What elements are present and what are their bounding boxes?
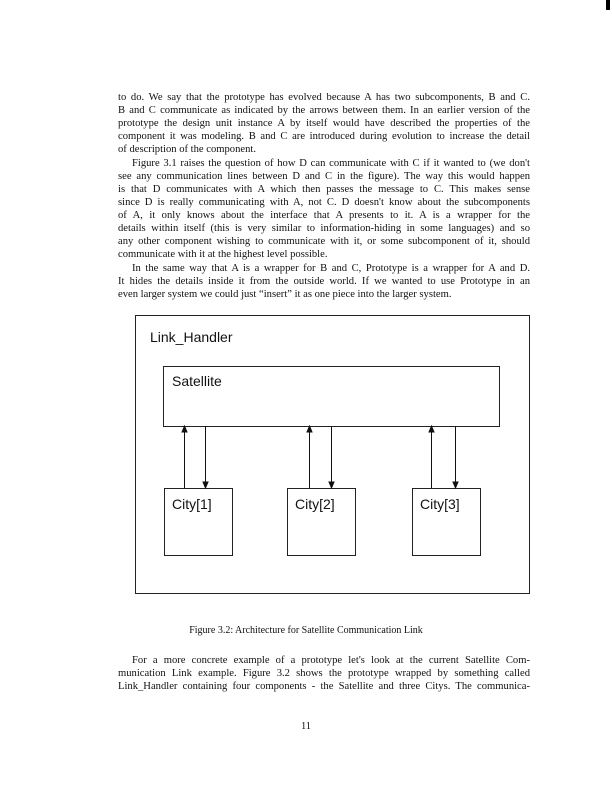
figure-caption: Figure 3.2: Architecture for Satellite Communication Link xyxy=(189,625,423,636)
text-line: communicate with it at the highest level possible. xyxy=(118,249,328,260)
city-2-label: City[2] xyxy=(295,496,335,512)
arrowhead xyxy=(182,426,187,432)
text-line: see any communication lines between D and C in the figure). The way this would happen xyxy=(118,171,530,182)
arrowhead xyxy=(203,482,208,488)
text-line: For a more concrete example of a prototype let's look at the current Satellite Com- xyxy=(132,655,530,666)
text-line: of description of the component. xyxy=(118,144,256,155)
text-line: to do. We say that the prototype has evolved because A has two subcomponents, B and C. xyxy=(118,92,530,103)
text-line: since D is really communicating with A, not C. D doesn't know about the subcomponents xyxy=(118,197,530,208)
text-line: Figure 3.1 raises the question of how D can communicate with C if it wanted to (we don't xyxy=(132,158,530,169)
link-handler-label: Link_Handler xyxy=(150,329,233,345)
text-line: Link_Handler containing four components - the Satellite and three Citys. The communica- xyxy=(118,681,530,692)
text-line: even larger system we could just “insert” it as one piece into the larger system. xyxy=(118,289,452,300)
text-line: is that D communicates with A which then passes the message to C. This makes sense xyxy=(118,184,530,195)
arrowhead xyxy=(453,482,458,488)
text-line: B and C communicate as indicated by the arrows between them. In an earlier version of the xyxy=(118,105,530,116)
arrowhead xyxy=(307,426,312,432)
page-number: 11 xyxy=(300,721,312,732)
text-line: munication Link example. Figure 3.2 shows the prototype wrapped by something called xyxy=(118,668,530,679)
text-line: details within itself (this is very similar to information-hiding in some languages) and so xyxy=(118,223,530,234)
text-line: any other component wishing to communicate with it, or some subcomponent of it, should xyxy=(118,236,530,247)
text-line: prototype the design unit instance A by itself would have described the properties of the xyxy=(118,118,530,129)
satellite-label: Satellite xyxy=(172,373,222,389)
text-line: In the same way that A is a wrapper for B and C, Prototype is a wrapper for A and D. xyxy=(132,263,530,274)
arrowhead xyxy=(329,482,334,488)
arrowhead xyxy=(429,426,434,432)
city-1-label: City[1] xyxy=(172,496,212,512)
text-line: It hides the details inside it from the outside world. If we wanted to use Prototype in an xyxy=(118,276,530,287)
city-3-label: City[3] xyxy=(420,496,460,512)
text-line: of A, it only knows about the interface that A presents to it. A is a wrapper for the xyxy=(118,210,530,221)
text-line: component it was modeling. B and C are introduced during evolution to increase the detail xyxy=(118,131,530,142)
